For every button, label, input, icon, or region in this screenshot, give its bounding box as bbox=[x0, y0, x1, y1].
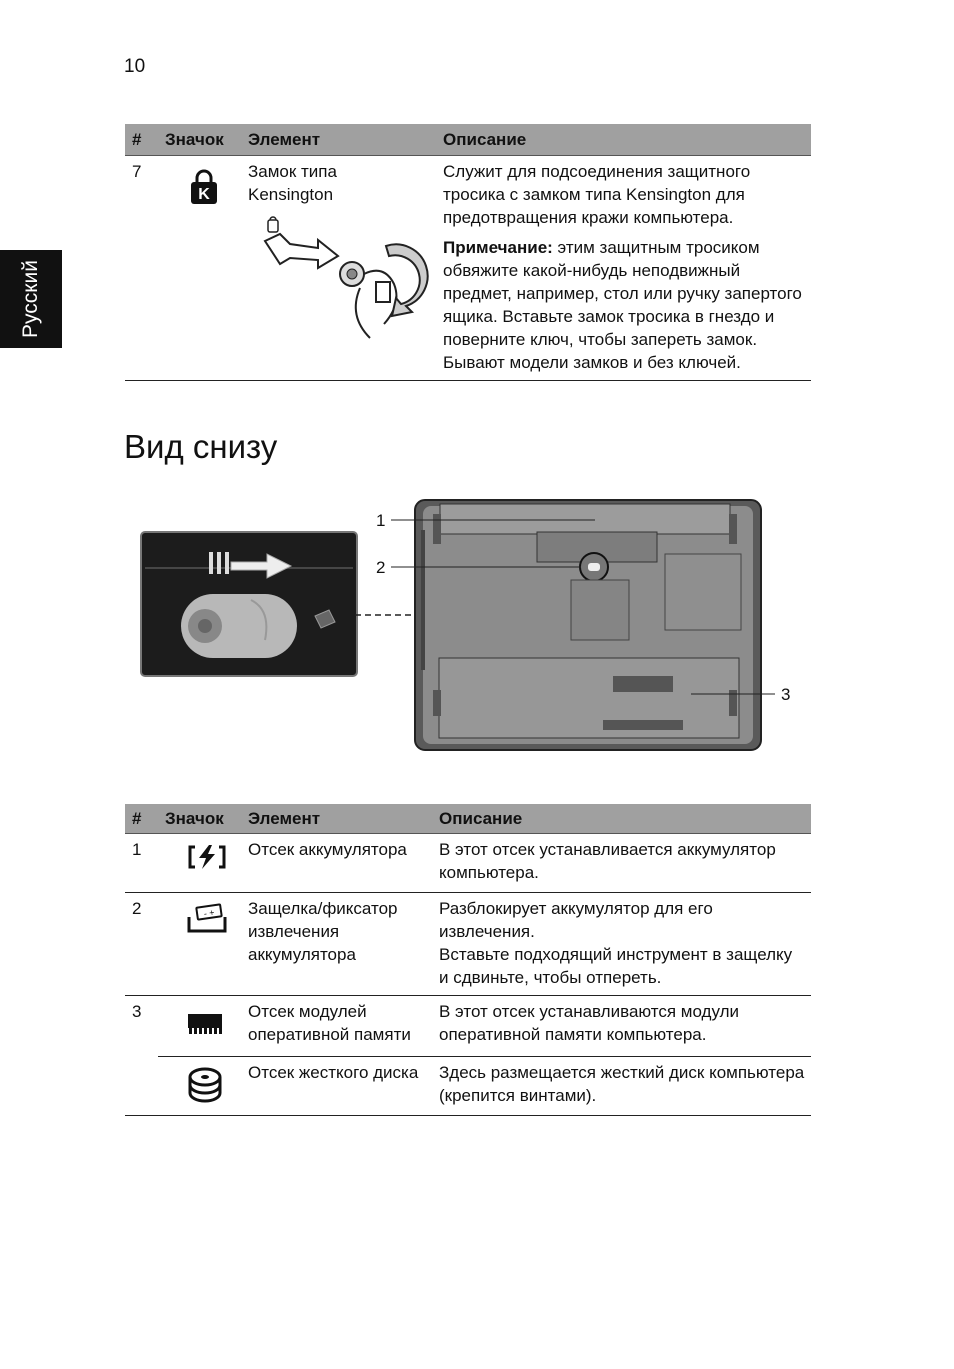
battery-bay-icon bbox=[187, 844, 227, 870]
memory-module-icon bbox=[187, 1012, 223, 1036]
row-description: Разблокирует аккумулятор для его извлечения. bbox=[439, 899, 713, 941]
row-description: Здесь размещается жесткий диск компьютера (крепится винтами). bbox=[432, 1057, 811, 1116]
row-icon-cell bbox=[158, 834, 241, 893]
note-text: этим защитным тросиком обвяжите какой-нибудь неподвижный предмет, например, стол или ручку запертого ящика. Вставьте замок тросика в гнездо и поверните ключ, чтобы запереть замок. Бывают модели замков и без ключей. bbox=[443, 238, 802, 372]
row-description: Служит для подсоединения защитного тросика с замком типа Kensington для предотвращения кражи компьютера. bbox=[443, 162, 751, 227]
row-icon-cell bbox=[158, 996, 241, 1057]
language-tab-label: Русский bbox=[19, 260, 43, 338]
bottom-view-figure bbox=[125, 490, 815, 760]
table-header-row bbox=[125, 124, 811, 156]
row-num: 7 bbox=[125, 156, 158, 381]
callout-3: 3 bbox=[781, 685, 791, 704]
note-label: Примечание: bbox=[443, 238, 553, 257]
callout-2: 2 bbox=[376, 558, 386, 577]
hard-disk-icon bbox=[187, 1067, 223, 1103]
table-row bbox=[125, 156, 811, 381]
table-row bbox=[125, 996, 811, 1057]
table-row bbox=[125, 893, 811, 996]
row-icon-cell bbox=[158, 156, 241, 381]
header-description: Описание bbox=[436, 124, 811, 156]
svg-text:K: K bbox=[198, 186, 210, 203]
callout-1: 1 bbox=[376, 511, 386, 530]
row-icon-cell bbox=[158, 1057, 241, 1116]
header-num: # bbox=[125, 804, 158, 834]
row-element: Отсек жесткого диска bbox=[241, 1057, 432, 1116]
row-description: В этот отсек устанавливается аккумулятор компьютера. bbox=[432, 834, 811, 893]
row-element: Защелка/фиксатор извлечения аккумулятора bbox=[241, 893, 432, 996]
section-heading: Вид снизу bbox=[124, 428, 278, 465]
header-description: Описание bbox=[432, 804, 811, 834]
kensington-lock-icon bbox=[189, 168, 219, 206]
bottom-view-illustration bbox=[125, 490, 815, 760]
row-element: Отсек модулей оперативной памяти bbox=[241, 996, 432, 1057]
row-element-cell bbox=[241, 156, 436, 381]
note bbox=[443, 236, 805, 374]
header-num: # bbox=[125, 124, 158, 156]
row-icon-cell bbox=[158, 893, 241, 996]
table-row bbox=[125, 834, 811, 893]
row-num: 3 bbox=[132, 1002, 142, 1021]
table-header-row bbox=[125, 804, 811, 834]
svg-text:- +: - + bbox=[203, 907, 216, 919]
row-description-cell bbox=[432, 893, 811, 996]
row-num: 2 bbox=[125, 893, 158, 996]
language-tab bbox=[0, 250, 62, 348]
header-icon: Значок bbox=[158, 124, 241, 156]
cable-lock-illustration bbox=[260, 216, 430, 346]
row-description-extra: Вставьте подходящий инструмент в защелку и сдвиньте, чтобы отпереть. bbox=[439, 945, 793, 987]
bottom-view-table bbox=[125, 804, 811, 1116]
battery-release-latch-icon bbox=[187, 903, 227, 933]
table-row bbox=[125, 1057, 811, 1116]
header-element: Элемент bbox=[241, 124, 436, 156]
row-element: Отсек аккумулятора bbox=[241, 834, 432, 893]
header-icon: Значок bbox=[158, 804, 241, 834]
row-description: В этот отсек устанавливаются модули оперативной памяти компьютера. bbox=[432, 996, 811, 1057]
header-element: Элемент bbox=[241, 804, 432, 834]
page-number: 10 bbox=[124, 56, 146, 77]
row-num: 1 bbox=[125, 834, 158, 893]
row-element: Замок типа Kensington bbox=[248, 162, 337, 204]
kensington-table bbox=[125, 124, 811, 381]
row-description-cell bbox=[436, 156, 811, 381]
row-num bbox=[125, 1057, 158, 1116]
